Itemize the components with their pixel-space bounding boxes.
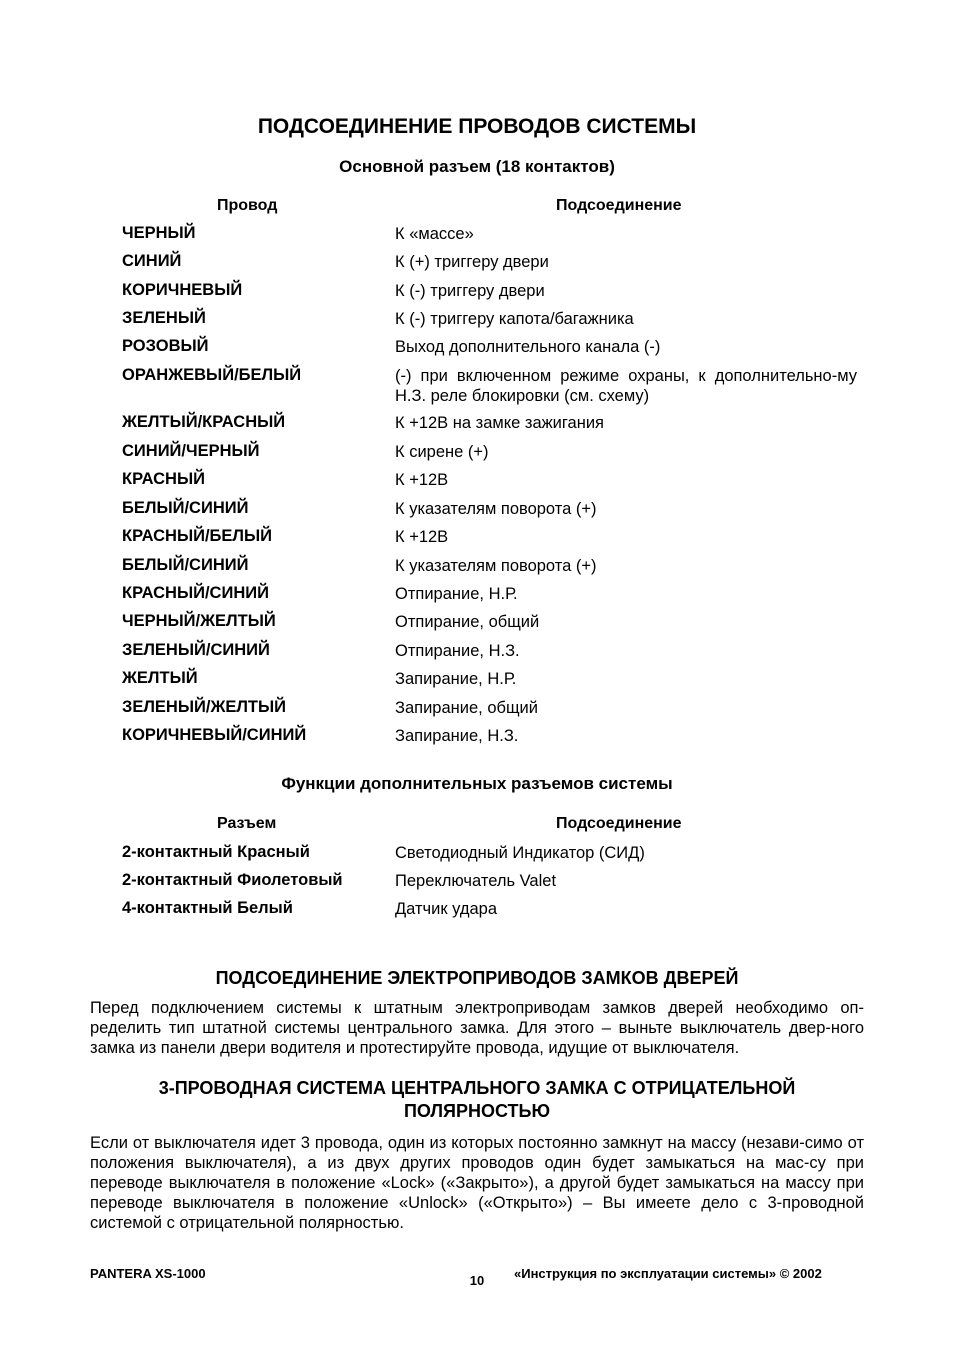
wire-color: ЧЕРНЫЙ (122, 224, 196, 242)
wire-connection: К указателям поворота (+) (395, 557, 597, 575)
column-header-connection: Подсоединение (556, 815, 682, 832)
three-wire-heading-line2: ПОЛЯРНОСТЬЮ (403, 1101, 551, 1121)
three-wire-paragraph: Если от выключателя идет 3 провода, один из которых постоянно замкнут на массу (незави-симо от положения выключателя), а из двух других проводов один будет замыкаться на мас-су при переводе выключателя в положение «Lock» («Закрыто»), а другой будет замыкаться на массу при переводе выключателя в положение «Unlock» («Открыто») – Вы имеете дело с 3-проводной системой с отрицательной полярностью. (90, 1134, 864, 1232)
wire-color: ЖЕЛТЫЙ (122, 669, 198, 687)
wire-color: КРАСНЫЙ/БЕЛЫЙ (122, 527, 273, 545)
wire-connection: Отпирание, общий (395, 613, 540, 631)
wire-color: СИНИЙ (122, 252, 182, 270)
page-title: ПОДСОЕДИНЕНИЕ ПРОВОДОВ СИСТЕМЫ (257, 115, 697, 138)
main-connector-subtitle: Основной разъем (18 контактов) (339, 157, 615, 176)
footer-manual-title: «Инструкция по эксплуатации системы» © 2002 (514, 1266, 822, 1281)
three-wire-heading-line1: 3-ПРОВОДНАЯ СИСТЕМА ЦЕНТРАЛЬНОГО ЗАМКА С ОТРИЦАТЕЛЬНОЙ (158, 1078, 796, 1098)
wire-color: ЖЕЛТЫЙ/КРАСНЫЙ (122, 413, 286, 431)
connector-connection: Светодиодный Индикатор (СИД) (395, 844, 645, 862)
wire-color: ЗЕЛЕНЫЙ/ЖЕЛТЫЙ (122, 698, 287, 716)
page-number: 10 (469, 1273, 485, 1288)
column-header-connector: Разъем (217, 815, 277, 832)
wire-connection: Отпирание, Н.З. (395, 642, 520, 660)
footer-product: PANTERA XS-1000 (90, 1266, 206, 1281)
connector-connection: Датчик удара (395, 900, 498, 918)
wire-color: БЕЛЫЙ/СИНИЙ (122, 499, 249, 517)
wire-connection: К «массе» (395, 225, 474, 243)
extra-connectors-subtitle: Функции дополнительных разъемов системы (281, 774, 673, 793)
wire-connection: Отпирание, Н.Р. (395, 585, 518, 603)
wire-color: ЗЕЛЕНЫЙ (122, 309, 206, 327)
wire-connection: Запирание, Н.Р. (395, 670, 517, 688)
door-locks-paragraph: Перед подключением системы к штатным электроприводам замков дверей необходимо оп-ределить тип штатной системы центрального замка. Для этого – выньте выключатель двер-ного замка из панели двери водителя и протестируйте провода, идущие от выключателя. (90, 999, 864, 1057)
wire-connection: Выход дополнительного канала (-) (395, 338, 661, 356)
wire-connection: К (+) триггеру двери (395, 253, 549, 271)
wire-connection: Запирание, Н.З. (395, 727, 519, 745)
connector-name: 4-контактный Белый (122, 899, 293, 917)
connector-name: 2-контактный Фиолетовый (122, 871, 343, 889)
wire-color: КРАСНЫЙ/СИНИЙ (122, 584, 269, 602)
wire-color: КОРИЧНЕВЫЙ (122, 281, 243, 299)
wire-connection: К +12В (395, 471, 449, 489)
wire-connection: К +12В (395, 528, 449, 546)
wire-color: ЗЕЛЕНЫЙ/СИНИЙ (122, 641, 270, 659)
column-header-connection: Подсоединение (556, 197, 682, 214)
wire-connection: Запирание, общий (395, 699, 538, 717)
wire-color: БЕЛЫЙ/СИНИЙ (122, 556, 249, 574)
wire-connection: К сирене (+) (395, 443, 489, 461)
wire-connection: К (-) триггеру двери (395, 282, 545, 300)
connector-name: 2-контактный Красный (122, 843, 310, 861)
wire-connection: К +12В на замке зажигания (395, 414, 604, 432)
column-header-wire: Провод (217, 197, 278, 214)
wire-connection: К указателям поворота (+) (395, 500, 597, 518)
wire-color: ОРАНЖЕВЫЙ/БЕЛЫЙ (122, 366, 302, 384)
wire-color: КОРИЧНЕВЫЙ/СИНИЙ (122, 726, 307, 744)
wire-color: СИНИЙ/ЧЕРНЫЙ (122, 442, 260, 460)
door-locks-heading: ПОДСОЕДИНЕНИЕ ЭЛЕКТРОПРИВОДОВ ЗАМКОВ ДВЕРЕЙ (215, 968, 739, 988)
wire-connection: (-) при включенном режиме охраны, к дополнительно-му Н.З. реле блокировки (см. схему) (395, 367, 857, 405)
connector-connection: Переключатель Valet (395, 872, 557, 890)
wire-color: РОЗОВЫЙ (122, 337, 209, 355)
wire-color: КРАСНЫЙ (122, 470, 205, 488)
wire-color: ЧЕРНЫЙ/ЖЕЛТЫЙ (122, 612, 276, 630)
wire-connection: К (-) триггеру капота/багажника (395, 310, 634, 328)
